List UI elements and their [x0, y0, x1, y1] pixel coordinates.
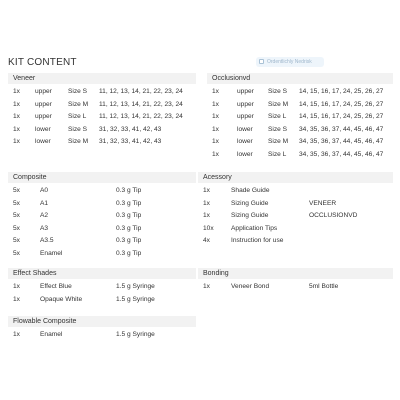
size-cell: Size M — [268, 100, 289, 108]
item-cell: A2 — [40, 212, 49, 220]
section-heading: Occlusionvd — [207, 73, 393, 84]
item-cell: Sizing Guide — [231, 212, 269, 220]
position-cell: lower — [35, 125, 51, 133]
table-row — [207, 111, 393, 124]
checkbox-icon — [259, 59, 264, 64]
qty-cell: 1x — [212, 125, 219, 133]
table-row — [198, 210, 393, 223]
page-title: KIT CONTENT — [8, 57, 77, 68]
table-row — [207, 124, 393, 137]
position-cell: upper — [35, 113, 52, 121]
qty-cell: 5x — [13, 237, 20, 245]
section-accessory — [198, 172, 393, 248]
section-composite — [8, 172, 196, 261]
section-heading: Effect Shades — [8, 268, 196, 279]
size-cell: Size S — [268, 88, 288, 95]
position-cell: lower — [35, 138, 51, 146]
qty-cell: 1x — [13, 125, 20, 133]
table-row — [8, 329, 196, 342]
amount-cell: 1.5 g Syringe — [116, 283, 155, 290]
section-heading: Bonding — [198, 268, 393, 279]
section-bonding — [198, 268, 393, 294]
size-cell: Size S — [268, 125, 288, 133]
size-cell: Size L — [268, 113, 287, 121]
table-row — [8, 223, 196, 236]
table-row — [198, 223, 393, 236]
table-row — [198, 185, 393, 198]
item-cell: A1 — [40, 199, 49, 207]
section-veneer — [8, 73, 196, 149]
amount-cell: 0.3 g Tip — [116, 212, 142, 220]
table-row — [8, 86, 196, 99]
table-row — [8, 185, 196, 198]
qty-cell: 5x — [13, 187, 20, 194]
amount-cell: 0.3 g Tip — [116, 249, 142, 257]
qty-cell: 5x — [13, 249, 20, 257]
table-row — [8, 210, 196, 223]
table-row — [198, 198, 393, 211]
teeth-cell: 34, 35, 36, 37, 44, 45, 46, 47 — [299, 138, 384, 146]
table-row — [198, 235, 393, 248]
amount-cell: 1.5 g Syringe — [116, 331, 155, 338]
section-occlusionvd — [207, 73, 393, 162]
size-cell: Size L — [68, 113, 87, 121]
size-cell: Size S — [68, 88, 88, 95]
amount-cell: 0.3 g Tip — [116, 187, 142, 194]
qty-cell: 10x — [203, 224, 214, 232]
qty-cell: 1x — [13, 283, 20, 290]
table-row — [8, 281, 196, 294]
size-cell: Size L — [268, 150, 287, 158]
teeth-cell: 31, 32, 33, 41, 42, 43 — [99, 138, 162, 146]
teeth-cell: 14, 15, 16, 17, 24, 25, 26, 27 — [299, 100, 384, 108]
amount-cell: 0.3 g Tip — [116, 237, 142, 245]
teeth-cell: 14, 15, 16, 17, 24, 25, 26, 27 — [299, 113, 384, 121]
item-cell: Application Tips — [231, 224, 278, 232]
qty-cell: 5x — [13, 224, 20, 232]
teeth-cell: 11, 12, 13, 14, 21, 22, 23, 24 — [99, 88, 183, 95]
section-flowable-composite — [8, 316, 196, 342]
position-cell: lower — [237, 125, 253, 133]
amount-cell: 5ml Bottle — [309, 283, 339, 290]
qty-cell: 4x — [203, 237, 210, 245]
position-cell: upper — [237, 113, 254, 121]
table-row — [8, 111, 196, 124]
position-cell: upper — [237, 88, 254, 95]
teeth-cell: 11, 12, 13, 14, 21, 22, 23, 24 — [99, 113, 183, 121]
position-cell: lower — [237, 138, 253, 146]
teeth-cell: 11, 12, 13, 14, 21, 22, 23, 24 — [99, 100, 183, 108]
qty-cell: 1x — [212, 138, 219, 146]
table-row — [8, 235, 196, 248]
qty-cell: 1x — [212, 150, 219, 158]
table-row — [8, 99, 196, 112]
qty-cell: 1x — [212, 88, 219, 95]
item-cell: A0 — [40, 187, 49, 194]
table-row — [207, 86, 393, 99]
table-row — [8, 198, 196, 211]
item-cell: Enamel — [40, 249, 63, 257]
section-heading: Flowable Composite — [8, 316, 196, 327]
size-cell: Size M — [68, 100, 89, 108]
qty-cell: 1x — [203, 283, 210, 290]
position-cell: upper — [237, 100, 254, 108]
item-cell: Effect Blue — [40, 283, 72, 290]
detail-cell: VENEER — [309, 199, 337, 207]
qty-cell: 1x — [212, 100, 219, 108]
qty-cell: 1x — [13, 295, 20, 303]
qty-cell: 5x — [13, 212, 20, 220]
table-row — [207, 149, 393, 162]
qty-cell: 1x — [203, 199, 210, 207]
table-row — [207, 99, 393, 112]
teeth-cell: 34, 35, 36, 37, 44, 45, 46, 47 — [299, 150, 384, 158]
item-cell: Shade Guide — [231, 187, 270, 194]
badge-label: Ordentlichly Nedrisk — [267, 59, 312, 65]
teeth-cell: 14, 15, 16, 17, 24, 25, 26, 27 — [299, 88, 384, 95]
qty-cell: 5x — [13, 199, 20, 207]
qty-cell: 1x — [203, 187, 210, 194]
amount-cell: 0.3 g Tip — [116, 224, 142, 232]
size-cell: Size S — [68, 125, 88, 133]
table-row — [207, 136, 393, 149]
table-row — [198, 281, 393, 294]
qty-cell: 1x — [13, 331, 20, 338]
teeth-cell: 31, 32, 33, 41, 42, 43 — [99, 125, 162, 133]
section-heading: Acessory — [198, 172, 393, 183]
item-cell: Veneer Bond — [231, 283, 270, 290]
qty-cell: 1x — [13, 88, 20, 95]
section-heading: Composite — [8, 172, 196, 183]
qty-cell: 1x — [13, 138, 20, 146]
teeth-cell: 34, 35, 36, 37, 44, 45, 46, 47 — [299, 125, 384, 133]
qty-cell: 1x — [13, 100, 20, 108]
section-heading: Veneer — [8, 73, 196, 84]
position-cell: lower — [237, 150, 253, 158]
section-effect-shades — [8, 268, 196, 306]
item-cell: A3.5 — [40, 237, 54, 245]
qty-cell: 1x — [13, 113, 20, 121]
table-row — [8, 294, 196, 307]
qty-cell: 1x — [203, 212, 210, 220]
position-cell: upper — [35, 88, 52, 95]
detail-cell: OCCLUSIONVD — [309, 212, 358, 220]
table-row — [8, 248, 196, 261]
table-row — [8, 136, 196, 149]
item-cell: Opaque White — [40, 295, 83, 303]
item-cell: Enamel — [40, 331, 63, 338]
size-cell: Size M — [268, 138, 289, 146]
item-cell: Instruction for use — [231, 237, 284, 245]
qty-cell: 1x — [212, 113, 219, 121]
table-row — [8, 124, 196, 137]
item-cell: A3 — [40, 224, 49, 232]
size-cell: Size M — [68, 138, 89, 146]
status-badge — [256, 57, 324, 67]
position-cell: upper — [35, 100, 52, 108]
item-cell: Sizing Guide — [231, 199, 269, 207]
amount-cell: 1.5 g Syringe — [116, 295, 155, 303]
amount-cell: 0.3 g Tip — [116, 199, 142, 207]
